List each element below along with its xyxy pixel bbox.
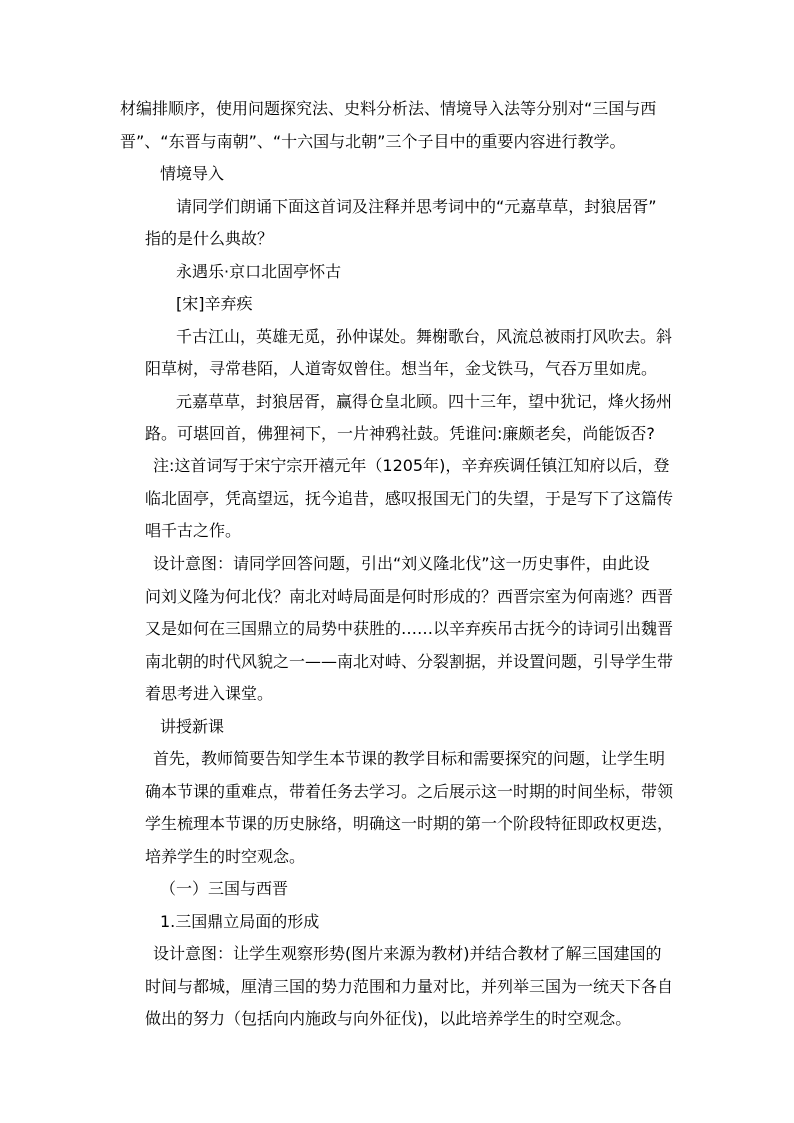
design-intent-2-line-2: 时间与都城，厘清三国的势力范围和力量对比，并列举三国为一统天下各自 (145, 977, 674, 996)
heading-new-lesson: 讲授新课 (160, 717, 225, 736)
intro-line-2: 晋”、“东晋与南朝”、“十六国与北朝”三个子目中的重要内容进行教学。 (120, 132, 626, 151)
note-line-1: 注:这首词写于宋宁宗开禧元年（1205年)，辛弃疾调任镇江知府以后，登 (153, 456, 670, 475)
poem-stanza-2-line-1: 元嘉草草，封狼居胥，赢得仓皇北顾。四十三年，望中犹记，烽火扬州 (176, 392, 673, 411)
note-line-2: 临北固亭，凭高望远，抚今追昔，感叹报国无门的失望，于是写下了这篇传 (145, 489, 674, 508)
poem-author: [宋]辛弃疾 (176, 294, 253, 313)
design-intent-1-line-2: 问刘义隆为何北伐？南北对峙局面是何时形成的？西晋宗室为何南逃？西晋 (145, 587, 674, 606)
design-intent-1-line-4: 南北朝的时代风貌之一——南北对峙、分裂割据，并设置问题，引导学生带 (145, 652, 674, 671)
design-intent-1-line-1: 设计意图：请同学回答问题，引出“刘义隆北伐”这一历史事件，由此设 (153, 554, 650, 573)
poem-stanza-1-line-1: 千古江山，英雄无觅，孙仲谋处。舞榭歌台，风流总被雨打风吹去。斜 (176, 327, 673, 346)
lesson-body-line-2: 确本节课的重难点，带着任务去学习。之后展示这一时期的时间坐标，带领 (145, 782, 674, 801)
intro-line-1: 材编排顺序，使用问题探究法、史料分析法、情境导入法等分别对“三国与西 (120, 99, 657, 118)
lesson-body-line-4: 培养学生的时空观念。 (145, 847, 306, 866)
poem-stanza-1-line-2: 阳草树，寻常巷陌，人道寄奴曾住。想当年，金戈铁马，气吞万里如虎。 (145, 359, 658, 378)
heading-situation: 情境导入 (160, 164, 225, 183)
design-intent-1-line-5: 着思考进入课堂。 (145, 684, 274, 703)
poem-stanza-2-line-2: 路。可堪回首，佛狸祠下，一片神鸦社鼓。凭谁问:廉颇老矣，尚能饭否? (145, 424, 655, 443)
lesson-body-line-1: 首先，教师简要告知学生本节课的教学目标和需要探究的问题，让学生明 (153, 749, 666, 768)
subsection-heading-1-1: 1.三国鼎立局面的形成 (160, 912, 320, 931)
design-intent-2-line-3: 做出的努力（包括向内施政与向外征伐)，以此培养学生的时空观念。 (145, 1009, 632, 1028)
section-heading-1: （一）三国与西晋 (160, 879, 289, 898)
question-line-2: 指的是什么典故？ (145, 229, 274, 248)
question-line-1: 请同学们朗诵下面这首词及注释并思考词中的“元嘉草草，封狼居胥” (176, 197, 657, 216)
note-line-3: 唱千古之作。 (145, 521, 242, 540)
design-intent-1-line-3: 又是如何在三国鼎立的局势中获胜的……以辛弃疾吊古抚今的诗词引出魏晋 (145, 619, 674, 638)
poem-title: 永遇乐·京口北固亭怀古 (176, 262, 342, 281)
lesson-body-line-3: 学生梳理本节课的历史脉络，明确这一时期的第一个阶段特征即政权更迭， (145, 814, 674, 833)
design-intent-2-line-1: 设计意图：让学生观察形势(图片来源为教材)并结合教材了解三国建国的 (153, 944, 662, 963)
